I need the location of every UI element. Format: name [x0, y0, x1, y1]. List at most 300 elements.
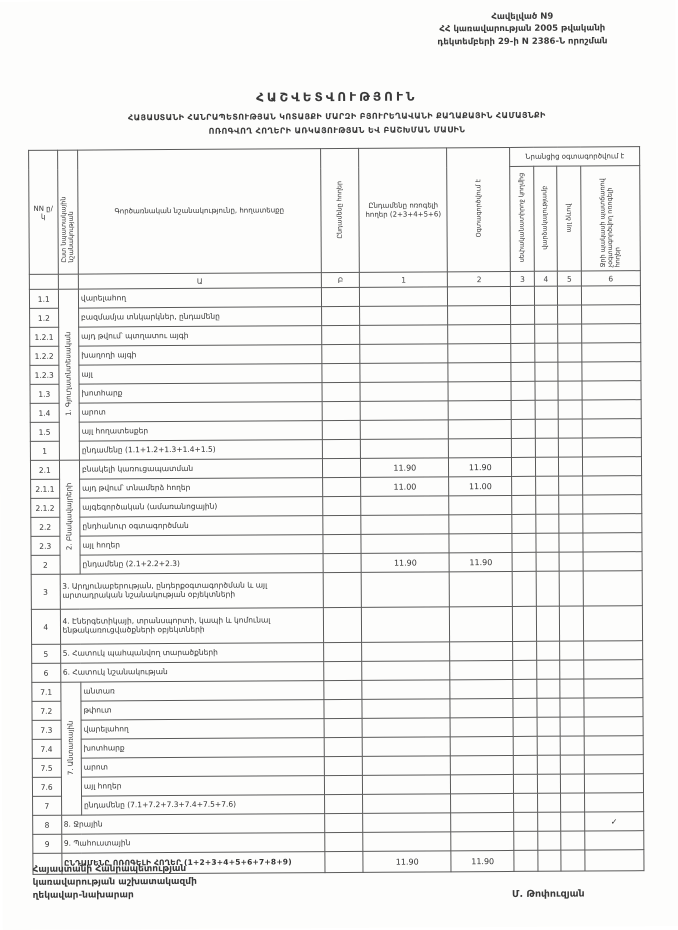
row-description: այլ հողեր: [80, 535, 323, 555]
group-label-text: 1. Գյուղատնտեսական: [64, 331, 73, 416]
cell-total-lands: [324, 718, 363, 737]
row-number: 1: [30, 441, 59, 460]
document-title: ՀԱՇՎԵՏՎՈՒԹՅՈՒՆ: [256, 89, 418, 105]
cell-total-lands: [322, 363, 361, 382]
cell-used-leased: [537, 660, 561, 679]
cell-unused-irrigated: [582, 400, 641, 419]
row-description: 3. Արդյունաբերության, ընդերքօգտագործման և այլ արտադրական նշանակության օբյեկտների: [60, 573, 323, 610]
cell-used-other: [559, 533, 583, 552]
appendix-line-1: Հավելված N9: [491, 11, 554, 23]
cell-used: [449, 571, 512, 606]
cell-used: 11.90: [449, 552, 512, 571]
cell-used-by-owner: [513, 606, 537, 641]
row-number: 1.5: [30, 422, 59, 441]
cell-used-other: [559, 457, 583, 476]
cell-total-irrigated: 11.90: [361, 458, 449, 478]
cell-used-leased: [535, 381, 559, 400]
row-number: 5: [32, 644, 61, 663]
header-total-irrigated: Ընդամենը ոռոգելի հողեր (2+3+4+5+6): [359, 148, 447, 273]
cell-unused-irrigated: [584, 774, 643, 793]
row-description: վարելահող: [78, 288, 321, 308]
cell-used-by-owner: [512, 438, 536, 457]
cell-used-by-owner: [513, 660, 537, 679]
cell-used-other: [559, 495, 583, 514]
cell-used: [448, 419, 511, 438]
cell-used-other: [560, 698, 584, 717]
cell-total-irrigated: [360, 287, 448, 307]
footer-office-block: [32, 863, 197, 903]
cell-total-lands: [323, 572, 362, 607]
cell-used-by-owner: [514, 812, 538, 831]
cell-used-by-owner: [511, 343, 535, 362]
header-purpose-group-text: Ըստ նպատակային նշանակության: [59, 196, 75, 263]
cell-total-irrigated: [363, 813, 451, 833]
cell-total-lands: [322, 477, 361, 496]
cell-used: [450, 698, 513, 717]
cell-used-leased: [535, 343, 559, 362]
cell-unused-irrigated: [581, 343, 640, 362]
group-label-text: 7. Անտառային: [66, 720, 76, 775]
cell-total-irrigated: 11.90: [363, 851, 451, 873]
cell-total-irrigated: [362, 607, 450, 643]
header-description: Գործառնական նշանակությունը, հողատեսքը: [78, 149, 322, 274]
cell-unused-irrigated: [584, 831, 643, 850]
cell-total-irrigated: [362, 680, 450, 700]
cell-used: 11.90: [449, 457, 512, 476]
cell-used-leased: [536, 514, 560, 533]
cell-unused-irrigated: [581, 305, 640, 324]
cell-total-lands: [324, 737, 363, 756]
cell-used-leased: [535, 400, 559, 419]
cell-used-leased: [534, 286, 558, 305]
cell-used-by-owner: [513, 717, 537, 736]
row-number: 2.1.2: [31, 498, 60, 517]
cell-used-by-owner: [513, 571, 537, 606]
cell-unused-irrigated: [583, 641, 642, 660]
row-number: 7.3: [32, 720, 61, 739]
cell-unused-irrigated: [583, 533, 642, 552]
row-number: 2.1: [30, 460, 59, 479]
cell-unused-irrigated: [582, 381, 641, 400]
row-description: անտառ: [81, 681, 324, 701]
cell-total-lands: [324, 832, 363, 851]
cell-total-irrigated: [361, 534, 449, 554]
cell-used-other: [560, 717, 584, 736]
cell-used: [451, 793, 514, 812]
header-used-text: Օգտագործվում է: [473, 179, 483, 238]
cell-total-irrigated: 11.90: [361, 553, 449, 573]
cell-used: [449, 495, 512, 514]
row-number: 1.3: [30, 384, 59, 403]
row-description: բազմամյա տնկարկներ, ընդամենը: [78, 307, 321, 327]
cell-total-lands: [324, 680, 363, 699]
cell-total-irrigated: [361, 439, 449, 459]
cell-total-lands: [323, 515, 362, 534]
cell-used-other: [559, 571, 583, 606]
cell-total-irrigated: [363, 794, 451, 814]
cell-total-irrigated: [361, 420, 449, 440]
appendix-line-3: դեկտեմբերի 29-ի N 2386-Ն որոշման: [437, 35, 608, 48]
row-description: 5. Հատուկ պահպանվող տարածքների: [60, 643, 323, 664]
row-description: 4. Էներգետիկայի, տրանսպորտի, կապի և կոմունալ ենթակառուցվածքների օբյեկտների: [60, 608, 323, 645]
cell-total-lands: [322, 458, 361, 477]
cell-used-by-owner: [511, 400, 535, 419]
cell-used-other: [560, 660, 584, 679]
cell-total-lands: [324, 699, 363, 718]
cell-used-leased: [537, 679, 561, 698]
cell-used: [448, 324, 511, 343]
cell-unused-irrigated: [584, 698, 643, 717]
table-row: [31, 606, 642, 645]
report-table: [28, 146, 644, 875]
cell-unused-irrigated: [582, 457, 641, 476]
cell-used: [448, 343, 511, 362]
table-body: [29, 286, 644, 875]
cell-total-irrigated: [363, 737, 451, 757]
column-letter: 5: [558, 271, 582, 286]
cell-used-other: [560, 736, 584, 755]
cell-unused-irrigated: [584, 679, 643, 698]
cell-used-by-owner: [512, 476, 536, 495]
cell-used-leased: [536, 571, 560, 606]
row-number: 9: [33, 834, 62, 853]
row-number: 4: [31, 609, 60, 644]
cell-used-other: [558, 343, 582, 362]
cell-total-lands: [323, 553, 362, 572]
cell-total-lands: [321, 306, 360, 325]
row-number: 7.4: [32, 739, 61, 758]
group-label-text: 2. Բնակավայրերի: [65, 482, 74, 550]
cell-used-leased: [537, 755, 561, 774]
row-number: 7.2: [32, 701, 61, 720]
row-number: 7.1: [32, 682, 61, 701]
cell-used-by-owner: [513, 698, 537, 717]
header-purpose-group: [57, 150, 78, 274]
cell-used-leased: [536, 606, 560, 641]
cell-used: [448, 286, 511, 305]
header-used-by-owner: [510, 166, 534, 271]
cell-used-other: [558, 286, 582, 305]
document-subtitle-2: ՈՌՈԳՎՈՂ ՀՈՂԵՐԻ ԱՌԿԱՅՈՒԹՅԱՆ ԵՎ ԲԱՇԽՄԱՆ ՄԱՍԻՆ: [208, 125, 466, 136]
row-description: այդ թվում՝ պտղատու այգի: [79, 326, 322, 346]
row-description: վարելահող: [81, 719, 324, 739]
cell-used-other: [558, 305, 582, 324]
header-used-other-text: այլ ձևով: [564, 203, 573, 233]
footer-line-1: Հայաստանի Հանրապետության: [32, 863, 187, 875]
cell-used-leased: [536, 552, 560, 571]
cell-unused-irrigated: [583, 660, 642, 679]
cell-used-by-owner: [512, 514, 536, 533]
header-unused-irrigated-text: Ջրի պակասի պատճառով չօգտագործվող ոռոգելի հողեր: [598, 178, 622, 268]
table-row: [31, 571, 642, 610]
cell-total-irrigated: [362, 572, 450, 608]
cell-used-leased: [537, 736, 561, 755]
cell-unused-irrigated: [583, 571, 642, 606]
cell-total-lands: [324, 775, 363, 794]
cell-used: [450, 606, 513, 641]
cell-total-lands: [321, 344, 360, 363]
header-row-number: NN ը/կ: [29, 150, 58, 274]
header-used: [447, 147, 511, 271]
row-number: 2.2: [31, 517, 60, 536]
header-used-of-which: Նրանցից օգտագործվում է: [510, 147, 640, 167]
row-number: 1.2.2: [30, 346, 59, 365]
cell-total-lands: [322, 420, 361, 439]
cell-unused-irrigated: [582, 362, 641, 381]
cell-total-irrigated: [361, 515, 449, 535]
cell-used-other: [558, 324, 582, 343]
cell-total-lands: [323, 534, 362, 553]
cell-total-irrigated: [360, 306, 448, 326]
cell-total-lands: [322, 496, 361, 515]
group-label: [58, 289, 79, 460]
cell-used: [450, 660, 513, 679]
cell-unused-irrigated: [584, 717, 643, 736]
row-number: 1.4: [30, 403, 59, 422]
cell-total-lands: [324, 813, 363, 832]
cell-used-other: [561, 755, 585, 774]
cell-total-lands: [321, 287, 360, 306]
cell-used-by-owner: [514, 793, 538, 812]
cell-unused-irrigated: [581, 286, 640, 305]
row-description: 9. Պահուստային: [61, 833, 324, 854]
cell-used-by-owner: [514, 774, 538, 793]
cell-used-leased: [535, 362, 559, 381]
cell-used: [448, 381, 511, 400]
cell-total-irrigated: [361, 401, 449, 421]
cell-used-by-owner: [511, 286, 535, 305]
row-description: խաղողի այգի: [79, 345, 322, 365]
column-letter: Ա: [78, 273, 321, 289]
cell-used-leased: [537, 698, 561, 717]
row-number: 3: [31, 574, 60, 609]
cell-used-other: [560, 606, 584, 641]
header-used-other: [557, 166, 581, 271]
row-description: 8. Ջրային: [61, 814, 324, 835]
cell-total-lands: [323, 607, 362, 642]
cell-used-leased: [537, 717, 561, 736]
header-used-by-owner-text: սեփականատիրոջ կողմից: [517, 173, 526, 263]
column-letter: 4: [534, 271, 558, 286]
cell-total-irrigated: [363, 775, 451, 795]
cell-used-other: [558, 381, 582, 400]
group-label: [60, 682, 81, 815]
cell-used: [448, 305, 511, 324]
row-description: ընդամենը (2.1+2.2+2.3): [80, 554, 323, 574]
group-label: [59, 460, 80, 574]
cell-used-other: [560, 641, 584, 660]
cell-unused-irrigated: [584, 793, 643, 812]
row-number: 7.6: [32, 777, 61, 796]
cell-used-leased: [537, 793, 561, 812]
footer-line-3: ղեկավար-նախարար: [32, 890, 134, 901]
row-description: ընդհանուր օգտագործման: [80, 516, 323, 536]
cell-used-by-owner: [511, 305, 535, 324]
cell-used: 11.90: [451, 850, 514, 871]
cell-used-leased: [536, 495, 560, 514]
cell-used-other: [560, 679, 584, 698]
column-letter: Բ: [321, 272, 360, 287]
cell-used-leased: [537, 812, 561, 831]
cell-total-lands: [321, 325, 360, 344]
cell-used-leased: [534, 305, 558, 324]
cell-total-lands: [324, 794, 363, 813]
row-number: 2: [31, 555, 60, 574]
cell-used: 11.00: [449, 476, 512, 495]
row-description: խոտհարք: [79, 383, 322, 403]
cell-used: [451, 774, 514, 793]
cell-used-other: [561, 831, 585, 850]
cell-used-by-owner: [512, 419, 536, 438]
cell-total-lands: [323, 642, 362, 661]
row-number: 1.2.3: [30, 365, 59, 384]
appendix-line-2: ՀՀ կառավարության 2005 թվականի: [439, 23, 606, 35]
cell-used-other: [559, 476, 583, 495]
cell-used-leased: [534, 324, 558, 343]
row-description: բնակելի կառուցապատման: [79, 459, 322, 479]
cell-used: [448, 438, 511, 457]
header-used-leased-text: վարձակալությամբ: [540, 185, 550, 250]
cell-total-irrigated: [360, 325, 448, 345]
row-description: այլ հողատեսքեր: [79, 421, 322, 441]
cell-total-irrigated: [362, 718, 450, 738]
cell-used: [451, 812, 514, 831]
cell-used-other: [561, 774, 585, 793]
cell-total-irrigated: [360, 363, 448, 383]
appendix-block: [407, 10, 637, 48]
cell-used-by-owner: [514, 755, 538, 774]
document-subtitle-1: ՀԱՅԱՍՏԱՆԻ ՀԱՆՐԱՊԵՏՈՒԹՅԱՆ ԿՈՏԱՅՔԻ ՄԱՐԶԻ ԲՅՈՒՐԵՂԱՎԱՆԻ ՔԱՂԱՔԱՅԻՆ ՀԱՄԱՅՆՔԻ: [127, 110, 546, 123]
cell-used: [449, 533, 512, 552]
cell-used: [450, 736, 513, 755]
cell-unused-irrigated: [582, 495, 641, 514]
cell-unused-irrigated: [582, 419, 641, 438]
row-number: 1.2: [30, 308, 59, 327]
cell-used-by-owner: [512, 457, 536, 476]
cell-used-other: [559, 552, 583, 571]
cell-used-leased: [535, 438, 559, 457]
cell-used-by-owner: [512, 495, 536, 514]
row-description: արոտ: [79, 402, 322, 422]
cell-used-by-owner: [512, 552, 536, 571]
cell-total-lands: [322, 401, 361, 420]
column-letter: 6: [581, 271, 640, 286]
cell-unused-irrigated: [582, 476, 641, 495]
cell-used: [450, 679, 513, 698]
cell-used-other: [558, 362, 582, 381]
row-number: 7.5: [32, 758, 61, 777]
row-description: ԸՆԴԱՄԵՆԸ ՈՌՈԳԵԼԻ ՀՈՂԵՐ (1+2+3+4+5+6+7+8+9): [61, 852, 324, 875]
row-number: 8: [33, 815, 62, 834]
cell-used-by-owner: [513, 679, 537, 698]
cell-used: [451, 831, 514, 850]
row-description: այդ թվում՝ տնամերձ հողեր: [80, 478, 323, 498]
row-description: այգեգործական (ամառանոցային): [80, 497, 323, 517]
row-number: 2.1.1: [31, 479, 60, 498]
cell-used-leased: [536, 533, 560, 552]
cell-total-irrigated: 11.00: [361, 477, 449, 497]
row-description: թփուտ: [81, 700, 324, 720]
row-description: 6. Հատուկ նշանակության: [60, 662, 323, 683]
row-number: 1.2.1: [30, 327, 59, 346]
cell-unused-irrigated: [581, 324, 640, 343]
cell-used-other: [561, 812, 585, 831]
cell-used-leased: [538, 831, 562, 850]
header-used-leased: [534, 166, 558, 271]
cell-used-by-owner: [511, 324, 535, 343]
cell-total-irrigated: [362, 699, 450, 719]
cell-used-leased: [537, 774, 561, 793]
footer: [32, 860, 644, 903]
cell-total-irrigated: [362, 661, 450, 681]
row-description: այլ: [79, 364, 322, 384]
row-description: ընդամենը (1.1+1.2+1.3+1.4+1.5): [79, 440, 322, 460]
cell-total-lands: [322, 382, 361, 401]
column-letter: 2: [447, 271, 510, 286]
cell-used-by-owner: [511, 381, 535, 400]
cell-used-other: [558, 400, 582, 419]
row-description: խոտհարք: [81, 738, 324, 758]
cell-used-other: [559, 514, 583, 533]
cell-total-irrigated: [360, 382, 448, 402]
cell-total-irrigated: [360, 344, 448, 364]
column-letter: 3: [511, 271, 535, 286]
header-total-lands-text: Ընդամենը հողեր: [335, 180, 344, 239]
cell-used: [448, 400, 511, 419]
cell-total-irrigated: [362, 642, 450, 662]
cell-used-by-owner: [514, 831, 538, 850]
row-description: ընդամենը (7.1+7.2+7.3+7.4+7.5+7.6): [81, 795, 324, 815]
cell-used-by-owner: [512, 533, 536, 552]
cell-used: [449, 514, 512, 533]
cell-total-lands: [323, 661, 362, 680]
cell-total-irrigated: [363, 756, 451, 776]
cell-total-irrigated: [361, 496, 449, 516]
cell-used: [450, 755, 513, 774]
header-total-lands: [320, 148, 360, 272]
cell-used-other: [559, 419, 583, 438]
column-letter: [58, 274, 78, 289]
cell-used-other: [561, 793, 585, 812]
footer-line-2: կառավարության աշխատակազմի: [32, 876, 197, 888]
cell-used: [450, 717, 513, 736]
cell-total-irrigated: [363, 832, 451, 852]
cell-total-lands: [324, 756, 363, 775]
cell-used: [448, 362, 511, 381]
column-letter: [29, 274, 58, 289]
cell-unused-irrigated: [582, 438, 641, 457]
cell-total-lands: [322, 439, 361, 458]
row-number: 7: [33, 796, 62, 815]
cell-used-by-owner: [511, 362, 535, 381]
row-number: 1.1: [29, 289, 58, 308]
cell-used-leased: [535, 457, 559, 476]
cell-unused-irrigated: ✓: [584, 812, 643, 831]
cell-unused-irrigated: [583, 552, 642, 571]
cell-used-by-owner: [514, 736, 538, 755]
cell-used-leased: [536, 641, 560, 660]
cell-unused-irrigated: [583, 606, 642, 641]
cell-used-leased: [535, 419, 559, 438]
row-description: արոտ: [81, 757, 324, 777]
cell-used-leased: [535, 476, 559, 495]
cell-unused-irrigated: [584, 755, 643, 774]
signature-name: Մ. Թոփուզյան: [511, 888, 585, 901]
row-number: 2.3: [31, 536, 60, 555]
cell-used: [450, 641, 513, 660]
cell-unused-irrigated: [583, 514, 642, 533]
column-letter: 1: [360, 272, 448, 288]
